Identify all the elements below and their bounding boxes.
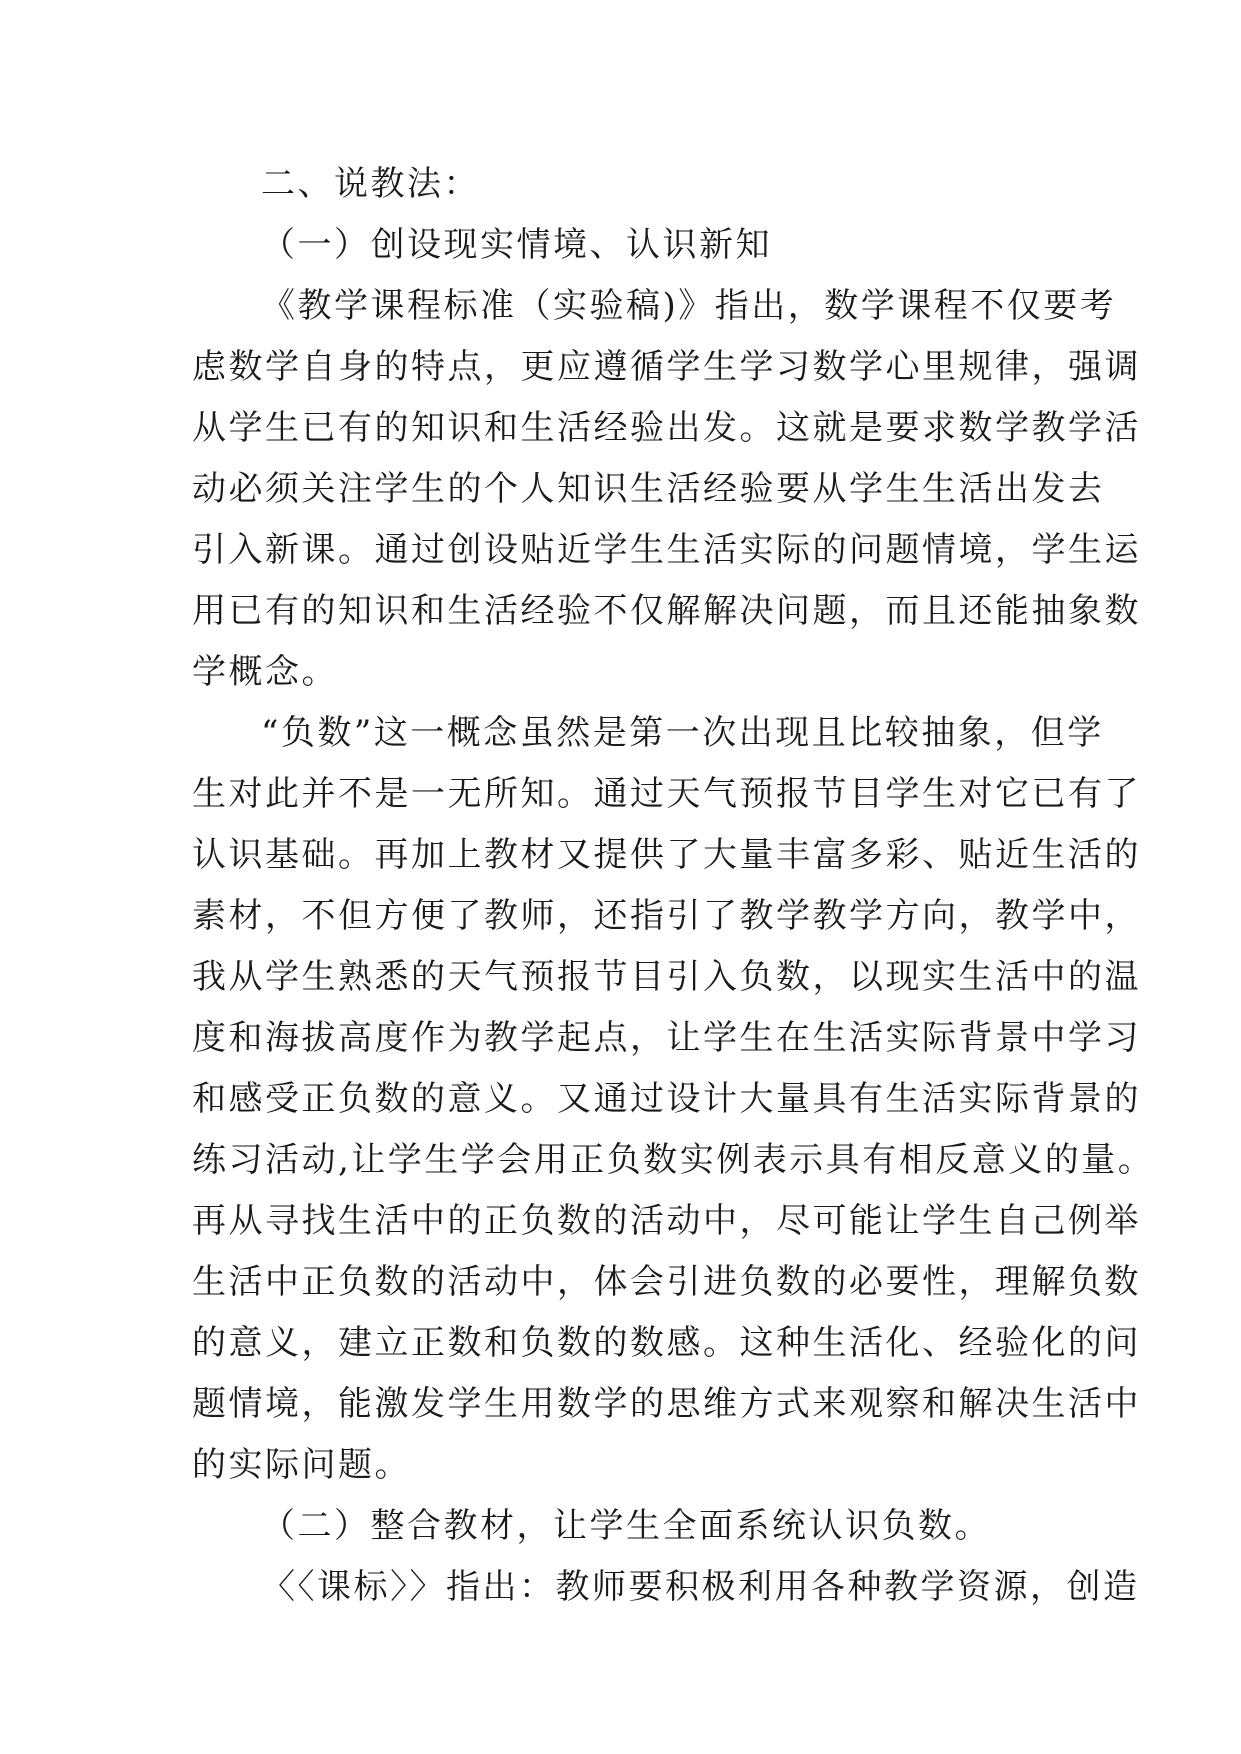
document-body [192,154,1155,1618]
text-line: 〈〈课标〉〉指出：教师要积极利用各种教学资源，创造 [261,1567,1140,1607]
text-line: 生对此并不是一无所知。通过天气预报节目学生对它已有了 [192,774,1141,814]
text-line: 和感受正负数的意义。又通过设计大量具有生活实际背景的 [192,1079,1141,1119]
text-line: 二、说教法： [261,164,480,204]
text-line: 再从寻找生活中的正负数的活动中，尽可能让学生自己例举 [192,1201,1141,1241]
text-line: 用已有的知识和生活经验不仅解解决问题，而且还能抽象数 [192,591,1141,631]
text-line: 练习活动,让学生学会用正负数实例表示具有相反意义的量。 [192,1140,1155,1180]
text-line: 我从学生熟悉的天气预报节目引入负数，以现实生活中的温 [192,957,1141,997]
text-line: 素材，不但方便了教师，还指引了教学教学方向，教学中， [192,896,1141,936]
text-line: 度和海拔高度作为教学起点，让学生在生活实际背景中学习 [192,1018,1141,1058]
text-line: 动必须关注学生的个人知识生活经验要从学生生活出发去 [192,469,1105,509]
text-line: 学概念。 [192,652,338,692]
text-line: 生活中正负数的活动中，体会引进负数的必要性，理解负数 [192,1262,1141,1302]
text-line: 的实际问题。 [192,1445,411,1485]
text-line: 引入新课。通过创设贴近学生生活实际的问题情境，学生运 [192,530,1141,570]
text-line: 《教学课程标准（实验稿)》指出，数学课程不仅要考 [261,286,1117,326]
text-line: “负数”这一概念虽然是第一次出现且比较抽象，但学 [261,713,1104,753]
text-line: （二）整合教材，让学生全面系统认识负数。 [261,1506,991,1546]
text-line: 虑数学自身的特点，更应遵循学生学习数学心里规律，强调 [192,347,1141,387]
text-line: 认识基础。再加上教材又提供了大量丰富多彩、贴近生活的 [192,835,1141,875]
text-line: 从学生已有的知识和生活经验出发。这就是要求数学教学活 [192,408,1141,448]
text-line: （一）创设现实情境、认识新知 [261,225,772,265]
text-line: 题情境，能激发学生用数学的思维方式来观察和解决生活中 [192,1384,1141,1424]
text-line: 的意义，建立正数和负数的数感。这种生活化、经验化的问 [192,1323,1141,1363]
